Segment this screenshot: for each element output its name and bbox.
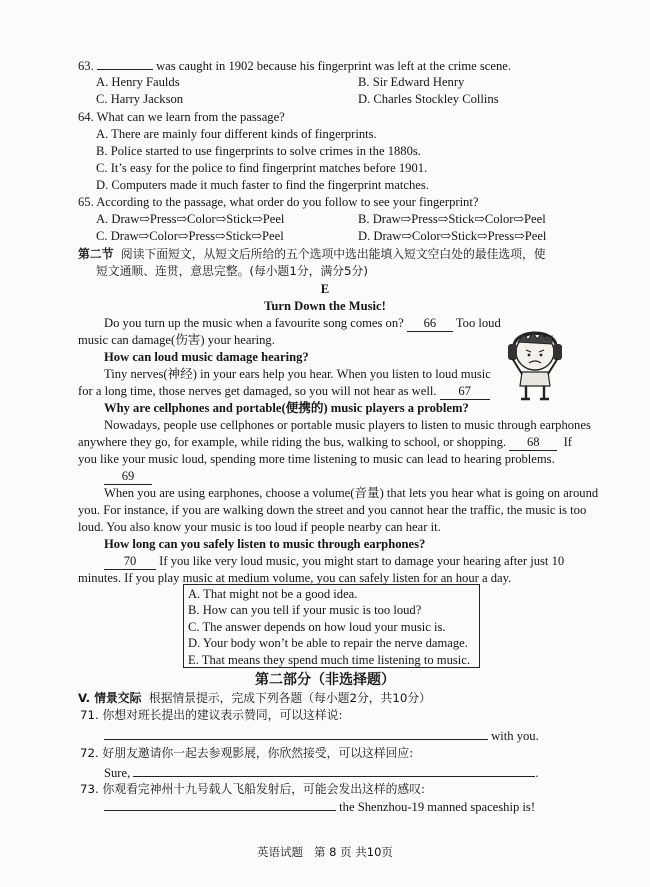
q63-option-b[interactable]: B. Sir Edward Henry [358,75,465,89]
passage-p3-cont: anywhere they go, for example, while riding the bus, walking to school, or shopping. 68 If [78,435,572,449]
passage-p4: When you are using earphones, choose a volume(音量) that lets you hear what is going on around [104,486,599,500]
section-v-instruction: V. 情景交际 根据情景提示，完成下列各题（每小题2分，共10分） [78,691,431,705]
q63-blank[interactable] [97,57,153,70]
q65-option-b[interactable]: B. Draw⇨Press⇨Stick⇨Color⇨Peel [358,212,546,226]
passage-p2: Tiny nerves(神经) in your ears help you hear. When you listen to loud music [104,367,491,381]
passage-p1-cont: music can damage(伤害) your hearing. [78,333,275,347]
passage-p5-cont: minutes. If you play music at medium volume, you can safely listen for an hour a day. [78,571,512,585]
blank-68[interactable]: 68 [509,435,557,451]
boy-covering-ears-icon [500,318,570,402]
passage-p5: 70 If you like very loud music, you might start to damage your hearing after just 10 [104,553,564,570]
passage-heading-3: How long can you safely listen to music through earphones? [104,537,426,551]
q63-option-a[interactable]: A. Henry Faulds [96,75,180,89]
section2-instruction: 第二节 阅读下面短文，从短文后所给的五个选项中选出能填入短文空白处的最佳选项，使 [78,247,546,261]
q64-option-c[interactable]: C. It’s easy for the police to find fingerprint matches before 1901. [96,161,428,175]
q63-stem: 63. was caught in 1902 because his fingerprint was left at the crime scene. [78,59,512,73]
blank-66[interactable]: 66 [407,316,453,332]
q64-option-d[interactable]: D. Computers made it much faster to find the fingerprint matches. [96,178,429,192]
passage-title: Turn Down the Music! [264,299,386,313]
passage-p1: Do you turn up the music when a favourite song comes on? 66 Too loud [104,316,501,330]
passage-p4-cont2: loud. You also know your music is too loud if people nearby can hear it. [78,520,441,534]
passage-option-e[interactable]: E. That means they spend much time listening to music. [188,652,471,667]
passage-option-a[interactable]: A. That might not be a good idea. [188,587,358,601]
q73-prompt: 73. 你观看完神州十九号载人飞船发射后，可能会发出这样的感叹: [80,782,426,796]
q65-option-d[interactable]: D. Draw⇨Color⇨Stick⇨Press⇨Peel [358,229,547,243]
q63-option-c[interactable]: C. Harry Jackson [96,92,184,106]
passage-letter: E [320,282,330,296]
part2-title: 第二部分（非选择题） [255,672,395,688]
passage-heading-2: Why are cellphones and portable(便携的) music players a problem? [104,401,469,415]
blank-69[interactable]: 69 [104,469,152,485]
page-footer: 英语试题 第 8 页 共10页 [257,845,393,859]
passage-p3: Nowadays, people use cellphones or portable music players to listen to music through earphones [104,418,591,432]
passage-p3-cont2: you like your music loud, spending more time listening to music can lead to hearing problems. [78,452,555,466]
passage-heading-1: How can loud music damage hearing? [104,350,309,364]
q73-answer-line: the Shenzhou-19 manned spaceship is! [104,798,535,816]
q73-answer-input[interactable] [104,798,336,811]
q64-option-b[interactable]: B. Police started to use fingerprints to solve crimes in the 1880s. [96,144,421,158]
q65-stem: 65. According to the passage, what order do you follow to see your fingerprint? [78,195,479,209]
blank-70[interactable]: 70 [104,554,156,570]
blank-67[interactable]: 67 [440,384,490,400]
passage-blank-69-line [104,468,152,485]
passage-option-d[interactable]: D. Your body won’t be able to repair the nerve damage. [188,636,468,651]
q71-prompt: 71. 你想对班长提出的建议表示赞同，可以这样说: [80,708,343,722]
passage-option-b[interactable]: B. How can you tell if your music is too loud? [188,603,422,618]
q64-option-a[interactable]: A. There are mainly four different kinds of fingerprints. [96,127,377,141]
q72-answer-input[interactable] [133,764,535,777]
passage-p2-cont: for a long time, those nerves get damaged, so you will not hear as well. 67 [78,383,490,400]
q72-answer-line: Sure, . [104,766,539,780]
passage-option-c[interactable]: C. The answer depends on how loud your music is. [188,619,446,634]
q65-option-a[interactable]: A. Draw⇨Press⇨Color⇨Stick⇨Peel [96,212,285,226]
q64-stem: 64. What can we learn from the passage? [78,110,285,124]
q72-prompt: 72. 好朋友邀请你一起去参观影展，你欣然接受，可以这样回应: [80,746,414,760]
q63-option-d[interactable]: D. Charles Stockley Collins [358,92,499,106]
passage-p4-cont: you. For instance, if you are walking down the street and you cannot hear the traffic, the music is too [78,503,587,517]
q65-option-c[interactable]: C. Draw⇨Color⇨Press⇨Stick⇨Peel [96,229,284,243]
section2-instruction-cont: 短文通顺、连贯，意思完整。(每小题1分，满分5分) [96,264,368,278]
passage-options-box [183,584,480,668]
q71-answer-input[interactable] [104,727,488,740]
q71-answer-line: with you. [104,727,539,745]
